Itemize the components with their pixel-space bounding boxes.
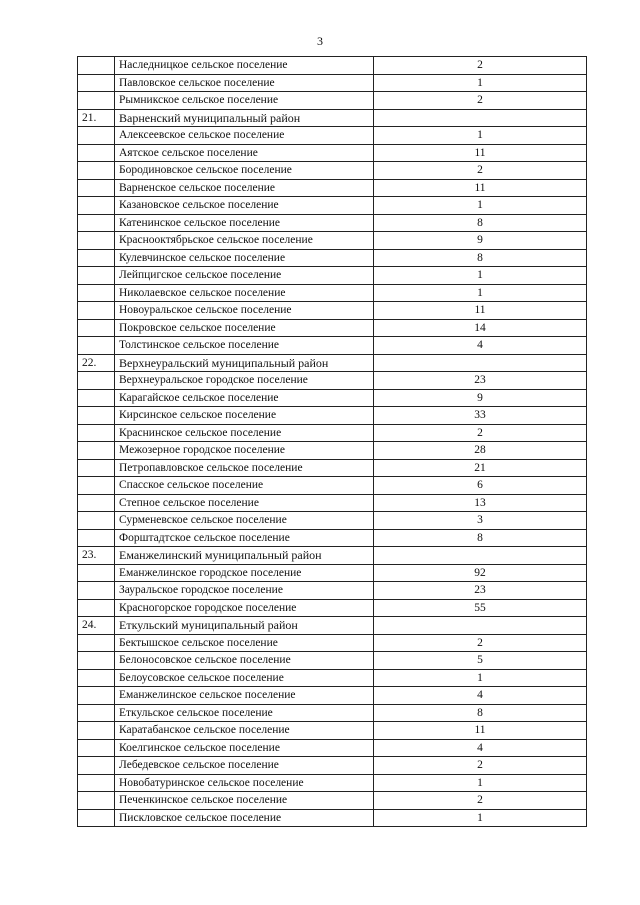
settlement-row (78, 774, 587, 792)
settlement-row (78, 267, 587, 285)
settlement-name-cell: Красногорское городское поселение (115, 599, 374, 617)
district-row (78, 617, 587, 635)
settlement-row (78, 127, 587, 145)
row-number-cell (78, 302, 115, 320)
row-number-cell: 21. (78, 109, 115, 127)
count-cell (374, 354, 587, 372)
count-cell: 92 (374, 564, 587, 582)
row-number-cell (78, 284, 115, 302)
settlement-name-cell: Казановское сельское поселение (115, 197, 374, 215)
row-number-cell (78, 669, 115, 687)
settlement-name-cell: Рымникское сельское поселение (115, 92, 374, 110)
count-cell: 55 (374, 599, 587, 617)
settlement-name-cell: Еткульское сельское поселение (115, 704, 374, 722)
count-cell: 9 (374, 232, 587, 250)
row-number-cell: 24. (78, 617, 115, 635)
count-cell: 1 (374, 197, 587, 215)
settlement-row (78, 722, 587, 740)
row-number-cell (78, 372, 115, 390)
count-cell: 3 (374, 512, 587, 530)
row-number-cell (78, 792, 115, 810)
count-cell: 2 (374, 424, 587, 442)
settlement-name-cell: Варненское сельское поселение (115, 179, 374, 197)
settlement-name-cell: Толстинское сельское поселение (115, 337, 374, 355)
row-number-cell (78, 57, 115, 75)
count-cell: 1 (374, 74, 587, 92)
row-number-cell (78, 722, 115, 740)
row-number-cell (78, 529, 115, 547)
district-row (78, 109, 587, 127)
settlement-name-cell: Бектышское сельское поселение (115, 634, 374, 652)
settlement-name-cell: Петропавловское сельское поселение (115, 459, 374, 477)
settlement-name-cell: Форштадтское сельское поселение (115, 529, 374, 547)
settlement-name-cell: Николаевское сельское поселение (115, 284, 374, 302)
row-number-cell (78, 232, 115, 250)
count-cell: 1 (374, 284, 587, 302)
count-cell: 8 (374, 249, 587, 267)
count-cell: 1 (374, 127, 587, 145)
count-cell: 5 (374, 652, 587, 670)
settlement-row (78, 687, 587, 705)
district-row (78, 547, 587, 565)
settlement-row (78, 512, 587, 530)
settlement-name-cell: Алексеевское сельское поселение (115, 127, 374, 145)
count-cell: 4 (374, 739, 587, 757)
row-number-cell: 23. (78, 547, 115, 565)
settlement-row (78, 582, 587, 600)
settlement-name-cell: Каратабанское сельское поселение (115, 722, 374, 740)
settlement-name-cell: Сурменевское сельское поселение (115, 512, 374, 530)
settlement-row (78, 179, 587, 197)
settlement-row (78, 424, 587, 442)
row-number-cell (78, 127, 115, 145)
count-cell (374, 617, 587, 635)
settlement-name-cell: Карагайское сельское поселение (115, 389, 374, 407)
settlement-row (78, 319, 587, 337)
settlement-row (78, 739, 587, 757)
settlement-name-cell: Наследницкое сельское поселение (115, 57, 374, 75)
settlement-name-cell: Пискловское сельское поселение (115, 809, 374, 827)
row-number-cell (78, 774, 115, 792)
row-number-cell (78, 74, 115, 92)
settlement-name-cell: Покровское сельское поселение (115, 319, 374, 337)
settlement-name-cell: Коелгинское сельское поселение (115, 739, 374, 757)
settlement-row (78, 809, 587, 827)
settlement-row (78, 232, 587, 250)
settlement-row (78, 144, 587, 162)
settlement-name-cell: Белоусовское сельское поселение (115, 669, 374, 687)
count-cell: 2 (374, 92, 587, 110)
count-cell: 28 (374, 442, 587, 460)
count-cell: 14 (374, 319, 587, 337)
count-cell: 2 (374, 57, 587, 75)
count-cell: 11 (374, 302, 587, 320)
count-cell (374, 109, 587, 127)
row-number-cell (78, 214, 115, 232)
count-cell: 6 (374, 477, 587, 495)
settlement-name-cell: Новоуральское сельское поселение (115, 302, 374, 320)
district-name-cell: Варненский муниципальный район (115, 109, 374, 127)
count-cell: 11 (374, 179, 587, 197)
settlement-name-cell: Краснооктябрьское сельское поселение (115, 232, 374, 250)
settlement-row (78, 197, 587, 215)
settlement-row (78, 302, 587, 320)
settlement-row (78, 442, 587, 460)
settlement-row (78, 284, 587, 302)
settlement-row (78, 494, 587, 512)
settlement-name-cell: Кирсинское сельское поселение (115, 407, 374, 425)
district-name-cell: Еткульский муниципальный район (115, 617, 374, 635)
settlement-name-cell: Белоносовское сельское поселение (115, 652, 374, 670)
row-number-cell (78, 267, 115, 285)
row-number-cell (78, 687, 115, 705)
settlement-row (78, 599, 587, 617)
count-cell (374, 547, 587, 565)
count-cell: 8 (374, 214, 587, 232)
settlement-row (78, 669, 587, 687)
row-number-cell (78, 144, 115, 162)
settlement-row (78, 92, 587, 110)
settlement-name-cell: Кулевчинское сельское поселение (115, 249, 374, 267)
settlement-row (78, 337, 587, 355)
count-cell: 11 (374, 722, 587, 740)
settlement-name-cell: Степное сельское поселение (115, 494, 374, 512)
row-number-cell (78, 424, 115, 442)
settlement-name-cell: Спасское сельское поселение (115, 477, 374, 495)
row-number-cell (78, 757, 115, 775)
count-cell: 23 (374, 582, 587, 600)
row-number-cell (78, 407, 115, 425)
settlement-row (78, 564, 587, 582)
count-cell: 8 (374, 529, 587, 547)
row-number-cell (78, 634, 115, 652)
row-number-cell (78, 494, 115, 512)
settlement-name-cell: Лейпцигское сельское поселение (115, 267, 374, 285)
settlement-name-cell: Лебедевское сельское поселение (115, 757, 374, 775)
settlement-row (78, 792, 587, 810)
row-number-cell (78, 704, 115, 722)
table-body (78, 57, 587, 827)
row-number-cell (78, 582, 115, 600)
settlement-row (78, 529, 587, 547)
settlement-name-cell: Краснинское сельское поселение (115, 424, 374, 442)
settlement-name-cell: Павловское сельское поселение (115, 74, 374, 92)
count-cell: 11 (374, 144, 587, 162)
district-row (78, 354, 587, 372)
row-number-cell (78, 442, 115, 460)
settlement-row (78, 214, 587, 232)
row-number-cell (78, 337, 115, 355)
count-cell: 1 (374, 669, 587, 687)
row-number-cell (78, 197, 115, 215)
count-cell: 2 (374, 757, 587, 775)
settlement-row (78, 407, 587, 425)
count-cell: 8 (374, 704, 587, 722)
count-cell: 4 (374, 687, 587, 705)
row-number-cell (78, 512, 115, 530)
count-cell: 4 (374, 337, 587, 355)
settlement-name-cell: Еманжелинское сельское поселение (115, 687, 374, 705)
settlement-row (78, 389, 587, 407)
count-cell: 33 (374, 407, 587, 425)
settlement-row (78, 372, 587, 390)
row-number-cell (78, 249, 115, 267)
settlement-row (78, 74, 587, 92)
settlement-row (78, 477, 587, 495)
row-number-cell (78, 809, 115, 827)
settlement-row (78, 57, 587, 75)
row-number-cell (78, 179, 115, 197)
settlement-row (78, 757, 587, 775)
settlement-name-cell: Верхнеуральское городское поселение (115, 372, 374, 390)
settlement-name-cell: Новобатуринское сельское поселение (115, 774, 374, 792)
settlement-row (78, 634, 587, 652)
settlement-row (78, 652, 587, 670)
page-number: 3 (317, 34, 323, 48)
settlement-row (78, 249, 587, 267)
count-cell: 1 (374, 809, 587, 827)
count-cell: 1 (374, 267, 587, 285)
count-cell: 9 (374, 389, 587, 407)
row-number-cell (78, 162, 115, 180)
settlement-row (78, 162, 587, 180)
row-number-cell (78, 459, 115, 477)
settlement-name-cell: Катенинское сельское поселение (115, 214, 374, 232)
count-cell: 23 (374, 372, 587, 390)
count-cell: 21 (374, 459, 587, 477)
settlement-row (78, 459, 587, 477)
row-number-cell (78, 319, 115, 337)
count-cell: 1 (374, 774, 587, 792)
settlement-row (78, 704, 587, 722)
count-cell: 13 (374, 494, 587, 512)
row-number-cell (78, 564, 115, 582)
settlement-name-cell: Печенкинское сельское поселение (115, 792, 374, 810)
settlement-name-cell: Зауральское городское поселение (115, 582, 374, 600)
settlement-name-cell: Межозерное городское поселение (115, 442, 374, 460)
district-name-cell: Верхнеуральский муниципальный район (115, 354, 374, 372)
count-cell: 2 (374, 162, 587, 180)
row-number-cell (78, 652, 115, 670)
settlement-name-cell: Бородиновское сельское поселение (115, 162, 374, 180)
count-cell: 2 (374, 634, 587, 652)
row-number-cell (78, 92, 115, 110)
row-number-cell (78, 477, 115, 495)
settlements-table (77, 56, 587, 827)
row-number-cell: 22. (78, 354, 115, 372)
count-cell: 2 (374, 792, 587, 810)
settlement-name-cell: Аятское сельское поселение (115, 144, 374, 162)
district-name-cell: Еманжелинский муниципальный район (115, 547, 374, 565)
settlement-name-cell: Еманжелинское городское поселение (115, 564, 374, 582)
row-number-cell (78, 739, 115, 757)
row-number-cell (78, 599, 115, 617)
row-number-cell (78, 389, 115, 407)
